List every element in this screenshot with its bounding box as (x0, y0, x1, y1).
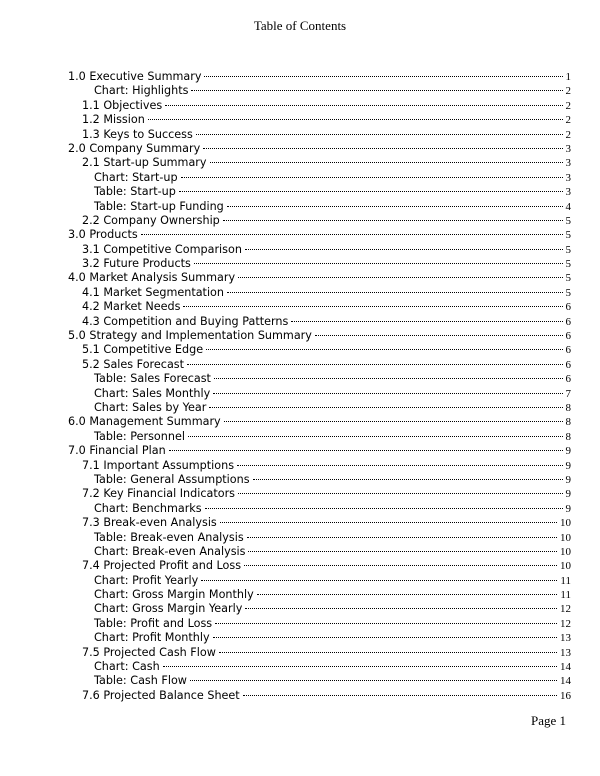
toc-entry-page: 6 (565, 373, 571, 386)
toc-entry-page: 11 (560, 574, 571, 587)
dot-leader (238, 493, 563, 494)
toc-entry-title[interactable]: 7.4 Projected Profit and Loss (82, 559, 242, 573)
dot-leader (206, 349, 562, 350)
toc-entry[interactable] (68, 271, 571, 285)
toc-entry[interactable] (68, 228, 571, 242)
toc-entry-title[interactable]: Chart: Break-even Analysis (94, 544, 246, 558)
dot-leader (243, 695, 557, 696)
toc-entry-page: 9 (565, 445, 571, 458)
toc-entry-page: 12 (560, 603, 571, 616)
toc-entry[interactable] (68, 286, 571, 300)
toc-entry[interactable] (68, 559, 571, 573)
toc-entry-title[interactable]: 7.3 Break-even Analysis (82, 516, 217, 530)
dot-leader (253, 479, 563, 480)
toc-entry[interactable] (68, 200, 571, 214)
toc-entry-title[interactable]: Chart: Gross Margin Yearly (94, 602, 243, 616)
dot-leader (188, 436, 563, 437)
toc-entry[interactable] (68, 372, 571, 386)
toc-entry-page: 10 (560, 517, 571, 530)
toc-entry-title[interactable]: 4.3 Competition and Buying Patterns (82, 314, 289, 328)
toc-entry-title[interactable]: 7.0 Financial Plan (68, 444, 166, 458)
toc-entry-page: 3 (565, 171, 571, 184)
toc-entry-page: 6 (565, 330, 571, 343)
dot-leader (210, 162, 563, 163)
toc-entry-page: 3 (565, 157, 571, 170)
toc-entry-title[interactable]: 7.5 Projected Cash Flow (82, 645, 216, 659)
toc-entry[interactable] (68, 459, 571, 473)
toc-entry-title[interactable]: 5.2 Sales Forecast (82, 357, 185, 371)
toc-entry-page: 5 (565, 258, 571, 271)
toc-entry[interactable] (68, 674, 571, 688)
toc-entry-title[interactable]: Chart: Highlights (94, 84, 189, 98)
dot-leader (227, 206, 563, 207)
toc-entry-page: 8 (565, 401, 571, 414)
dot-leader (183, 306, 562, 307)
table-of-contents (68, 70, 571, 703)
dot-leader (191, 90, 562, 91)
toc-entry-title[interactable]: Table: Start-up Funding (94, 199, 224, 213)
dot-leader (194, 263, 563, 264)
toc-entry-page: 1 (565, 71, 571, 83)
toc-entry-page: 5 (565, 286, 571, 299)
dot-leader (215, 623, 557, 624)
toc-entry-title[interactable]: Chart: Start-up (94, 170, 178, 184)
toc-entry-title[interactable]: Table: Cash Flow (94, 674, 187, 688)
toc-entry-page: 16 (560, 689, 571, 702)
dot-leader (227, 292, 563, 293)
dot-leader (201, 580, 557, 581)
toc-entry-page: 3 (565, 142, 571, 155)
toc-entry-title[interactable]: 7.2 Key Financial Indicators (82, 487, 235, 501)
dot-leader (187, 364, 562, 365)
dot-leader (196, 134, 563, 135)
toc-entry[interactable] (68, 315, 571, 329)
dot-leader (169, 450, 563, 451)
toc-entry[interactable] (68, 588, 571, 602)
dot-leader (245, 249, 563, 250)
toc-entry[interactable] (68, 358, 571, 372)
toc-entry[interactable] (68, 401, 571, 415)
toc-entry[interactable] (68, 660, 571, 674)
toc-entry[interactable] (68, 387, 571, 401)
dot-leader (224, 421, 563, 422)
toc-entry-page: 14 (560, 675, 571, 688)
toc-entry-title[interactable]: 7.6 Projected Balance Sheet (82, 688, 240, 702)
toc-entry-page: 5 (565, 229, 571, 242)
toc-entry-page: 11 (560, 589, 571, 602)
page-number: Page 1 (530, 713, 566, 728)
toc-entry-title[interactable]: 1.3 Keys to Success (82, 127, 193, 141)
dot-leader (163, 666, 557, 667)
dot-leader (209, 407, 562, 408)
toc-entry-page: 6 (565, 301, 571, 314)
toc-entry-title[interactable]: 4.0 Market Analysis Summary (68, 271, 236, 285)
toc-entry-title[interactable]: Chart: Cash (94, 660, 160, 674)
toc-entry[interactable] (68, 329, 571, 343)
toc-entry-page: 6 (565, 358, 571, 371)
toc-entry-title[interactable]: 3.0 Products (68, 228, 138, 242)
toc-entry-title[interactable]: 1.2 Mission (82, 113, 145, 127)
dot-leader (181, 177, 563, 178)
toc-entry-title[interactable]: 2.1 Start-up Summary (82, 156, 207, 170)
toc-entry-title[interactable]: 4.2 Market Needs (82, 300, 181, 314)
dot-leader (141, 234, 563, 235)
dot-leader (245, 608, 557, 609)
toc-entry-title[interactable]: Table: Personnel (94, 429, 185, 443)
toc-entry-page: 6 (565, 344, 571, 357)
toc-entry-page: 8 (565, 430, 571, 443)
dot-leader (291, 321, 562, 322)
dot-leader (213, 393, 562, 394)
dot-leader (223, 220, 563, 221)
toc-entry[interactable] (68, 531, 571, 545)
toc-entry[interactable] (68, 171, 571, 185)
toc-entry-page: 8 (565, 416, 571, 429)
toc-entry-title[interactable]: Chart: Sales by Year (94, 400, 207, 414)
toc-entry-page: 12 (560, 617, 571, 630)
toc-entry[interactable] (68, 84, 571, 98)
toc-entry-page: 7 (565, 387, 571, 400)
toc-entry-page: 2 (565, 85, 571, 98)
toc-entry-title[interactable]: Table: Sales Forecast (94, 372, 211, 386)
toc-entry[interactable] (68, 343, 571, 357)
toc-entry[interactable] (68, 430, 571, 444)
toc-entry[interactable] (68, 689, 571, 703)
toc-entry-page: 13 (560, 632, 571, 645)
dot-leader (203, 148, 562, 149)
toc-entry[interactable] (68, 128, 571, 142)
toc-entry-page: 5 (565, 272, 571, 285)
toc-entry-title[interactable]: 2.2 Company Ownership (82, 213, 220, 227)
toc-entry[interactable] (68, 113, 571, 127)
dot-leader (220, 522, 557, 523)
dot-leader (204, 76, 562, 77)
toc-entry-title[interactable]: Chart: Gross Margin Monthly (94, 588, 254, 602)
dot-leader (213, 637, 557, 638)
dot-leader (237, 465, 562, 466)
toc-entry-title[interactable]: 1.0 Executive Summary (68, 70, 202, 83)
toc-entry[interactable] (68, 444, 571, 458)
toc-entry-title[interactable]: Chart: Sales Monthly (94, 386, 211, 400)
toc-entry[interactable] (68, 185, 571, 199)
toc-entry-title[interactable]: Chart: Benchmarks (94, 501, 202, 515)
toc-entry-title[interactable]: 5.0 Strategy and Implementation Summary (68, 329, 312, 343)
toc-entry[interactable] (68, 415, 571, 429)
toc-entry-title[interactable]: Table: Profit and Loss (94, 616, 213, 630)
toc-entry[interactable] (68, 516, 571, 530)
toc-entry-title[interactable]: 2.0 Company Summary (68, 141, 201, 155)
toc-entry[interactable] (68, 631, 571, 645)
toc-entry-page: 10 (560, 531, 571, 544)
toc-entry[interactable] (68, 156, 571, 170)
toc-entry-title[interactable]: Table: Break-even Analysis (94, 530, 244, 544)
toc-entry[interactable] (68, 300, 571, 314)
toc-entry[interactable] (68, 602, 571, 616)
toc-entry-page: 2 (565, 114, 571, 127)
toc-entry-page: 2 (565, 99, 571, 112)
toc-entry-page: 13 (560, 646, 571, 659)
toc-entry-page: 9 (565, 502, 571, 515)
toc-entry-page: 6 (565, 315, 571, 328)
toc-entry[interactable] (68, 502, 571, 516)
toc-entry-title[interactable]: 1.1 Objectives (82, 98, 163, 112)
toc-entry[interactable] (68, 99, 571, 113)
toc-entry[interactable] (68, 487, 571, 501)
toc-entry-page: 10 (560, 545, 571, 558)
toc-entry[interactable] (68, 243, 571, 257)
dot-leader (148, 119, 563, 120)
toc-entry[interactable] (68, 257, 571, 271)
toc-entry-title[interactable]: 4.1 Market Segmentation (82, 285, 224, 299)
toc-entry[interactable] (68, 617, 571, 631)
toc-entry-title[interactable]: Chart: Profit Monthly (94, 631, 210, 645)
toc-entry[interactable] (68, 142, 571, 156)
dot-leader (248, 551, 557, 552)
dot-leader (244, 565, 557, 566)
page-title: Table of Contents (253, 18, 347, 33)
dot-leader (219, 652, 557, 653)
dot-leader (247, 537, 557, 538)
toc-entry-page: 5 (565, 214, 571, 227)
toc-entry-page: 9 (565, 459, 571, 472)
toc-entry-title[interactable]: 6.0 Management Summary (68, 415, 221, 429)
toc-entry-title[interactable]: Chart: Profit Yearly (94, 573, 199, 587)
toc-entry-title[interactable]: 3.1 Competitive Comparison (82, 242, 242, 256)
toc-entry-page: 3 (565, 186, 571, 199)
dot-leader (165, 105, 562, 106)
toc-entry[interactable] (68, 214, 571, 228)
toc-entry[interactable] (68, 473, 571, 487)
toc-entry-page: 2 (565, 128, 571, 141)
toc-entry-page: 9 (565, 488, 571, 501)
toc-entry-page: 14 (560, 661, 571, 674)
toc-entry-title[interactable]: Table: General Assumptions (94, 472, 250, 486)
toc-entry-title[interactable]: Table: Start-up (94, 185, 176, 199)
toc-entry[interactable] (68, 646, 571, 660)
dot-leader (214, 378, 563, 379)
toc-entry-title[interactable]: 5.1 Competitive Edge (82, 343, 204, 357)
dot-leader (315, 335, 563, 336)
toc-entry-title[interactable]: 3.2 Future Products (82, 257, 191, 271)
toc-entry-page: 5 (565, 243, 571, 256)
dot-leader (257, 594, 558, 595)
dot-leader (179, 191, 563, 192)
toc-entry[interactable] (68, 70, 571, 84)
dot-leader (190, 680, 557, 681)
toc-entry-page: 4 (565, 200, 571, 213)
toc-entry-page: 10 (560, 560, 571, 573)
toc-entry[interactable] (68, 545, 571, 559)
dot-leader (238, 277, 562, 278)
dot-leader (205, 508, 563, 509)
toc-entry-title[interactable]: 7.1 Important Assumptions (82, 458, 235, 472)
toc-entry[interactable] (68, 574, 571, 588)
toc-entry-page: 9 (565, 473, 571, 486)
